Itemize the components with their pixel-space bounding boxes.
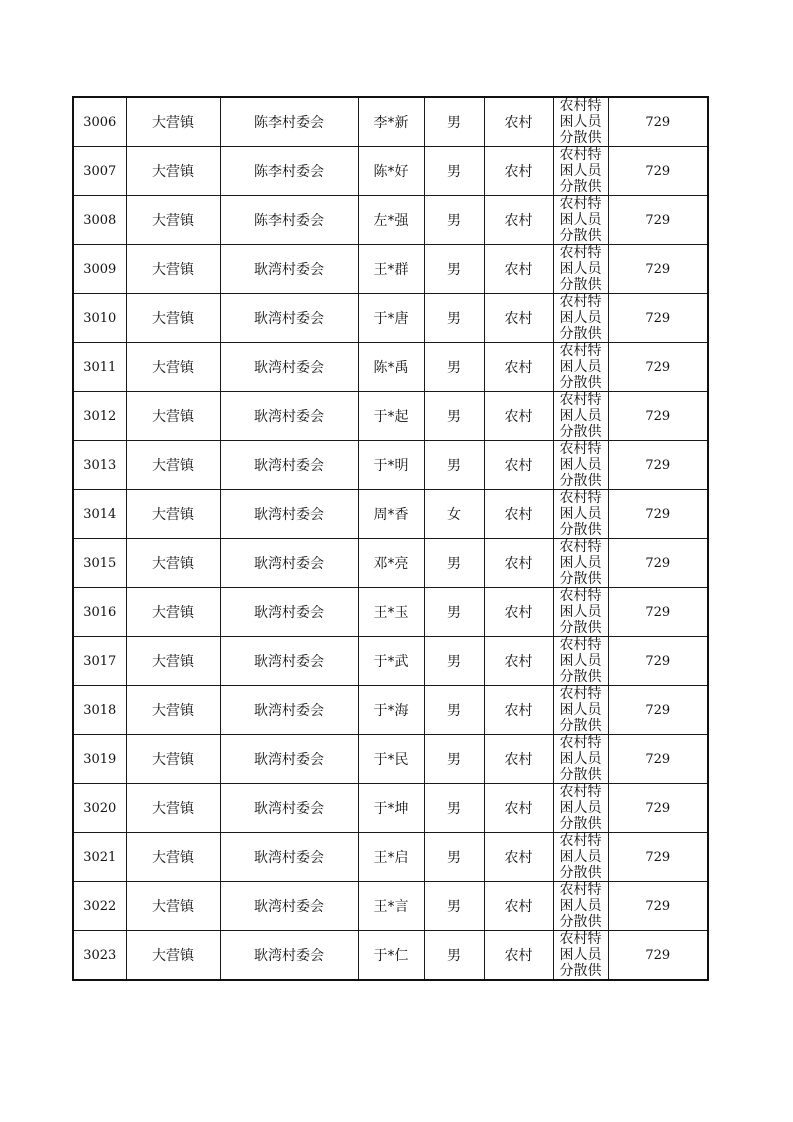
village-committee-cell: 耿湾村委会 (220, 686, 358, 735)
table-row (73, 441, 708, 490)
support-category-text: 农村特困人员分散供 (559, 245, 602, 293)
support-category-text: 农村特困人员分散供 (559, 196, 602, 244)
amount-cell: 729 (608, 735, 708, 784)
support-category-text: 农村特困人员分散供 (559, 490, 602, 538)
support-category-text: 农村特困人员分散供 (559, 343, 602, 391)
person-name-cell: 王*言 (358, 882, 424, 931)
town-cell: 大营镇 (126, 294, 220, 343)
town-cell: 大营镇 (126, 539, 220, 588)
residence-type-cell: 农村 (484, 686, 553, 735)
person-name-cell: 于*民 (358, 735, 424, 784)
gender-cell: 男 (424, 539, 484, 588)
serial-number-cell: 3014 (73, 490, 126, 539)
residence-type-cell: 农村 (484, 147, 553, 196)
village-committee-cell: 陈李村委会 (220, 97, 358, 147)
support-category-cell (553, 294, 608, 343)
amount-cell: 729 (608, 196, 708, 245)
town-cell: 大营镇 (126, 441, 220, 490)
gender-cell: 男 (424, 441, 484, 490)
town-cell: 大营镇 (126, 490, 220, 539)
support-category-cell (553, 588, 608, 637)
gender-cell: 男 (424, 637, 484, 686)
amount-cell: 729 (608, 147, 708, 196)
table-row (73, 882, 708, 931)
residence-type-cell: 农村 (484, 882, 553, 931)
serial-number-cell: 3018 (73, 686, 126, 735)
gender-cell: 男 (424, 196, 484, 245)
support-category-text: 农村特困人员分散供 (559, 98, 602, 146)
town-cell: 大营镇 (126, 343, 220, 392)
gender-cell: 男 (424, 97, 484, 147)
residence-type-cell: 农村 (484, 245, 553, 294)
residence-type-cell: 农村 (484, 294, 553, 343)
village-committee-cell: 耿湾村委会 (220, 343, 358, 392)
support-category-cell (553, 196, 608, 245)
person-name-cell: 陈*禹 (358, 343, 424, 392)
person-name-cell: 于*坤 (358, 784, 424, 833)
village-committee-cell: 耿湾村委会 (220, 784, 358, 833)
table-row (73, 637, 708, 686)
village-committee-cell: 耿湾村委会 (220, 539, 358, 588)
town-cell: 大营镇 (126, 784, 220, 833)
gender-cell: 男 (424, 392, 484, 441)
table-row (73, 784, 708, 833)
serial-number-cell: 3010 (73, 294, 126, 343)
town-cell: 大营镇 (126, 833, 220, 882)
support-category-cell (553, 343, 608, 392)
support-category-cell (553, 637, 608, 686)
person-name-cell: 左*强 (358, 196, 424, 245)
town-cell: 大营镇 (126, 97, 220, 147)
person-name-cell: 王*群 (358, 245, 424, 294)
serial-number-cell: 3016 (73, 588, 126, 637)
person-name-cell: 于*唐 (358, 294, 424, 343)
residence-type-cell: 农村 (484, 97, 553, 147)
serial-number-cell: 3012 (73, 392, 126, 441)
support-category-text: 农村特困人员分散供 (559, 784, 602, 832)
support-category-cell (553, 784, 608, 833)
table-row (73, 294, 708, 343)
gender-cell: 男 (424, 931, 484, 981)
serial-number-cell: 3023 (73, 931, 126, 981)
support-category-cell (553, 735, 608, 784)
residence-type-cell: 农村 (484, 637, 553, 686)
town-cell: 大营镇 (126, 686, 220, 735)
gender-cell: 男 (424, 784, 484, 833)
relief-roster-table (72, 96, 709, 981)
table-row (73, 588, 708, 637)
village-committee-cell: 耿湾村委会 (220, 441, 358, 490)
support-category-text: 农村特困人员分散供 (559, 637, 602, 685)
amount-cell: 729 (608, 294, 708, 343)
table-row (73, 539, 708, 588)
person-name-cell: 于*明 (358, 441, 424, 490)
support-category-cell (553, 686, 608, 735)
serial-number-cell: 3017 (73, 637, 126, 686)
support-category-cell (553, 833, 608, 882)
support-category-cell (553, 882, 608, 931)
serial-number-cell: 3008 (73, 196, 126, 245)
gender-cell: 男 (424, 343, 484, 392)
person-name-cell: 邓*亮 (358, 539, 424, 588)
amount-cell: 729 (608, 245, 708, 294)
person-name-cell: 于*起 (358, 392, 424, 441)
amount-cell: 729 (608, 588, 708, 637)
town-cell: 大营镇 (126, 735, 220, 784)
amount-cell: 729 (608, 539, 708, 588)
town-cell: 大营镇 (126, 245, 220, 294)
table-row (73, 686, 708, 735)
gender-cell: 男 (424, 245, 484, 294)
person-name-cell: 王*启 (358, 833, 424, 882)
person-name-cell: 于*武 (358, 637, 424, 686)
gender-cell: 男 (424, 833, 484, 882)
village-committee-cell: 陈李村委会 (220, 196, 358, 245)
serial-number-cell: 3013 (73, 441, 126, 490)
support-category-cell (553, 441, 608, 490)
person-name-cell: 王*玉 (358, 588, 424, 637)
table-row (73, 196, 708, 245)
serial-number-cell: 3015 (73, 539, 126, 588)
village-committee-cell: 耿湾村委会 (220, 294, 358, 343)
person-name-cell: 周*香 (358, 490, 424, 539)
amount-cell: 729 (608, 784, 708, 833)
amount-cell: 729 (608, 686, 708, 735)
table-row (73, 147, 708, 196)
support-category-text: 农村特困人员分散供 (559, 735, 602, 783)
town-cell: 大营镇 (126, 637, 220, 686)
town-cell: 大营镇 (126, 196, 220, 245)
residence-type-cell: 农村 (484, 441, 553, 490)
residence-type-cell: 农村 (484, 490, 553, 539)
support-category-text: 农村特困人员分散供 (559, 539, 602, 587)
amount-cell: 729 (608, 931, 708, 981)
table-row (73, 833, 708, 882)
support-category-cell (553, 931, 608, 981)
person-name-cell: 于*仁 (358, 931, 424, 981)
village-committee-cell: 耿湾村委会 (220, 931, 358, 981)
person-name-cell: 陈*好 (358, 147, 424, 196)
amount-cell: 729 (608, 97, 708, 147)
support-category-cell (553, 97, 608, 147)
gender-cell: 男 (424, 294, 484, 343)
support-category-text: 农村特困人员分散供 (559, 882, 602, 930)
support-category-text: 农村特困人员分散供 (559, 441, 602, 489)
residence-type-cell: 农村 (484, 392, 553, 441)
gender-cell: 男 (424, 588, 484, 637)
serial-number-cell: 3007 (73, 147, 126, 196)
village-committee-cell: 耿湾村委会 (220, 833, 358, 882)
amount-cell: 729 (608, 490, 708, 539)
serial-number-cell: 3006 (73, 97, 126, 147)
village-committee-cell: 耿湾村委会 (220, 490, 358, 539)
support-category-cell (553, 245, 608, 294)
support-category-cell (553, 147, 608, 196)
amount-cell: 729 (608, 637, 708, 686)
serial-number-cell: 3022 (73, 882, 126, 931)
residence-type-cell: 农村 (484, 833, 553, 882)
amount-cell: 729 (608, 441, 708, 490)
support-category-text: 农村特困人员分散供 (559, 588, 602, 636)
serial-number-cell: 3011 (73, 343, 126, 392)
support-category-cell (553, 392, 608, 441)
village-committee-cell: 陈李村委会 (220, 147, 358, 196)
serial-number-cell: 3009 (73, 245, 126, 294)
support-category-text: 农村特困人员分散供 (559, 686, 602, 734)
table-row (73, 97, 708, 147)
support-category-text: 农村特困人员分散供 (559, 392, 602, 440)
gender-cell: 男 (424, 686, 484, 735)
support-category-text: 农村特困人员分散供 (559, 833, 602, 881)
table-row (73, 490, 708, 539)
town-cell: 大营镇 (126, 931, 220, 981)
residence-type-cell: 农村 (484, 784, 553, 833)
amount-cell: 729 (608, 343, 708, 392)
town-cell: 大营镇 (126, 588, 220, 637)
table-body (73, 97, 708, 980)
person-name-cell: 于*海 (358, 686, 424, 735)
residence-type-cell: 农村 (484, 588, 553, 637)
person-name-cell: 李*新 (358, 97, 424, 147)
residence-type-cell: 农村 (484, 196, 553, 245)
town-cell: 大营镇 (126, 147, 220, 196)
table-row (73, 392, 708, 441)
residence-type-cell: 农村 (484, 343, 553, 392)
amount-cell: 729 (608, 882, 708, 931)
residence-type-cell: 农村 (484, 931, 553, 981)
gender-cell: 女 (424, 490, 484, 539)
support-category-text: 农村特困人员分散供 (559, 294, 602, 342)
table-row (73, 931, 708, 981)
residence-type-cell: 农村 (484, 539, 553, 588)
support-category-cell (553, 490, 608, 539)
gender-cell: 男 (424, 147, 484, 196)
amount-cell: 729 (608, 392, 708, 441)
support-category-cell (553, 539, 608, 588)
residence-type-cell: 农村 (484, 735, 553, 784)
table-row (73, 735, 708, 784)
table-row (73, 245, 708, 294)
amount-cell: 729 (608, 833, 708, 882)
village-committee-cell: 耿湾村委会 (220, 735, 358, 784)
support-category-text: 农村特困人员分散供 (559, 147, 602, 195)
town-cell: 大营镇 (126, 392, 220, 441)
village-committee-cell: 耿湾村委会 (220, 392, 358, 441)
village-committee-cell: 耿湾村委会 (220, 637, 358, 686)
village-committee-cell: 耿湾村委会 (220, 588, 358, 637)
serial-number-cell: 3021 (73, 833, 126, 882)
support-category-text: 农村特困人员分散供 (559, 931, 602, 979)
gender-cell: 男 (424, 735, 484, 784)
town-cell: 大营镇 (126, 882, 220, 931)
serial-number-cell: 3019 (73, 735, 126, 784)
serial-number-cell: 3020 (73, 784, 126, 833)
village-committee-cell: 耿湾村委会 (220, 882, 358, 931)
village-committee-cell: 耿湾村委会 (220, 245, 358, 294)
table-row (73, 343, 708, 392)
gender-cell: 男 (424, 882, 484, 931)
